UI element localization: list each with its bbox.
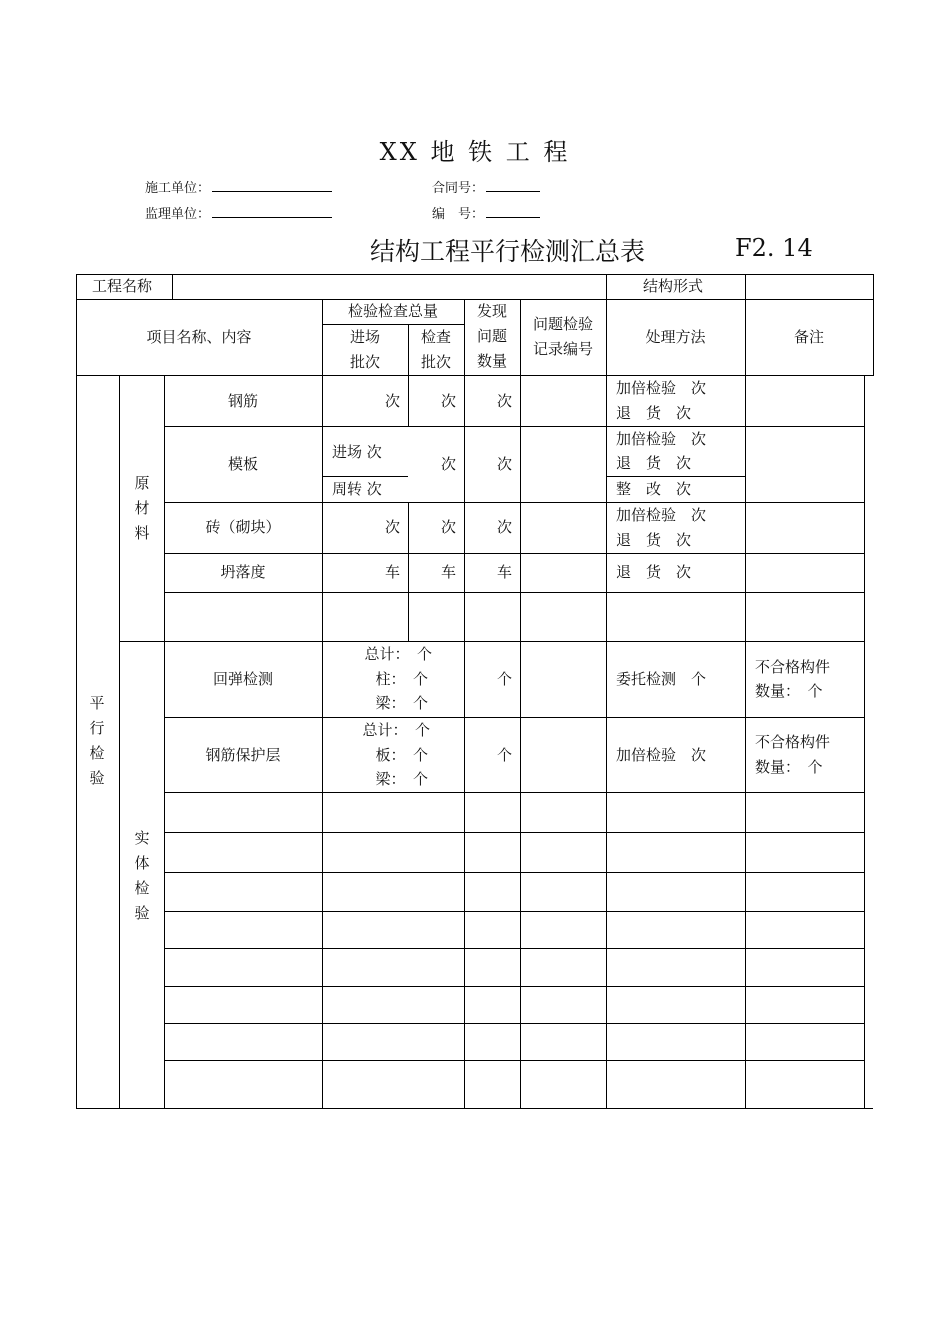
construction-unit-blank[interactable]: [212, 178, 332, 192]
found-count: 次: [496, 392, 512, 410]
contract-no-label: 合同号：: [432, 181, 485, 196]
row-name: 钢筋: [227, 392, 258, 410]
method-line: 整 改 次: [616, 480, 692, 498]
check-batches: 次: [440, 392, 456, 410]
method-line: 退 货 次: [616, 563, 692, 581]
method-line: 加倍检验 次: [616, 506, 707, 524]
col-header-found-1: 发现: [476, 302, 507, 320]
structure-type-input[interactable]: [746, 275, 872, 299]
serial-no-blank[interactable]: [486, 204, 540, 218]
entry-batches: 次: [384, 518, 400, 536]
col-header-record-1: 问题检验: [532, 315, 593, 333]
found-count: 次: [496, 455, 512, 473]
remark-line: 不合格构件: [755, 733, 831, 751]
check-batches: 车: [440, 563, 456, 581]
remark-line: 不合格构件: [755, 658, 831, 676]
col-header-entry-2: 批次: [349, 353, 380, 371]
remark-line: 数量： 个: [755, 682, 823, 700]
supervision-unit-blank[interactable]: [212, 204, 332, 218]
entry-batches: 次: [384, 392, 400, 410]
method-line: 加倍检验 次: [616, 430, 707, 448]
col-header-check-1: 检查: [420, 328, 451, 346]
found-count: 车: [496, 563, 512, 581]
document-title: XX 地 铁 工 程: [379, 138, 571, 166]
row-name: 模板: [227, 455, 258, 473]
quantity-line: 总计： 个: [364, 645, 432, 663]
contract-no-field: [432, 177, 540, 196]
contract-no-blank[interactable]: [486, 178, 540, 192]
group-label-entity-check: 实 体 检 验: [134, 829, 150, 922]
group-label-parallel-check: 平 行 检 验: [89, 694, 105, 787]
serial-no-label: 编 号：: [432, 207, 485, 222]
row-name: 坍落度: [220, 563, 266, 581]
group-label-raw-material: 原 材 料: [134, 474, 150, 542]
construction-unit-label: 施工单位：: [145, 181, 211, 196]
supervision-unit-field: [145, 203, 332, 222]
found-count: 个: [496, 670, 512, 688]
method-line: 退 货 次: [616, 404, 692, 422]
quantity-line: 梁： 个: [375, 694, 428, 712]
project-name-label: 工程名称: [92, 277, 153, 295]
col-header-check-2: 批次: [420, 353, 451, 371]
form-title: 结构工程平行检测汇总表: [370, 237, 646, 266]
quantity-line: 柱： 个: [375, 670, 428, 688]
found-count: 个: [496, 746, 512, 764]
col-header-total-group: 检验检查总量: [347, 302, 438, 320]
quantity-line: 梁： 个: [375, 770, 428, 788]
serial-no-field: [432, 203, 540, 222]
quantity-line: 板： 个: [375, 746, 428, 764]
check-batches: 次: [440, 518, 456, 536]
col-header-record-2: 记录编号: [532, 340, 593, 358]
structure-type-label: 结构形式: [643, 277, 704, 295]
form-code: F2. 14: [735, 234, 813, 262]
method-line: 退 货 次: [616, 454, 692, 472]
found-count: 次: [496, 518, 512, 536]
method-line: 加倍检验 次: [616, 379, 707, 397]
supervision-unit-label: 监理单位：: [145, 207, 211, 222]
entry-batches: 车: [384, 563, 400, 581]
check-batches: 次: [440, 455, 456, 473]
col-header-method: 处理方法: [645, 328, 706, 346]
construction-unit-field: [145, 177, 332, 196]
quantity-line: 总计： 个: [362, 721, 430, 739]
col-header-found-3: 数量: [476, 352, 507, 370]
method-line: 加倍检验 次: [616, 746, 707, 764]
turnover-batches: 周转 次: [332, 480, 382, 498]
col-header-found-2: 问题: [476, 327, 507, 345]
col-header-entry-1: 进场: [349, 328, 380, 346]
col-header-item: 项目名称、内容: [146, 328, 252, 346]
col-header-remark: 备注: [793, 328, 824, 346]
row-name: 砖（砌块）: [205, 518, 281, 536]
method-line: 退 货 次: [616, 531, 692, 549]
entry-batches: 进场 次: [332, 443, 382, 461]
method-line: 委托检测 个: [616, 670, 707, 688]
project-name-input[interactable]: [173, 275, 605, 299]
row-name: 钢筋保护层: [205, 746, 281, 764]
remark-line: 数量： 个: [755, 758, 823, 776]
row-name: 回弹检测: [212, 670, 273, 688]
